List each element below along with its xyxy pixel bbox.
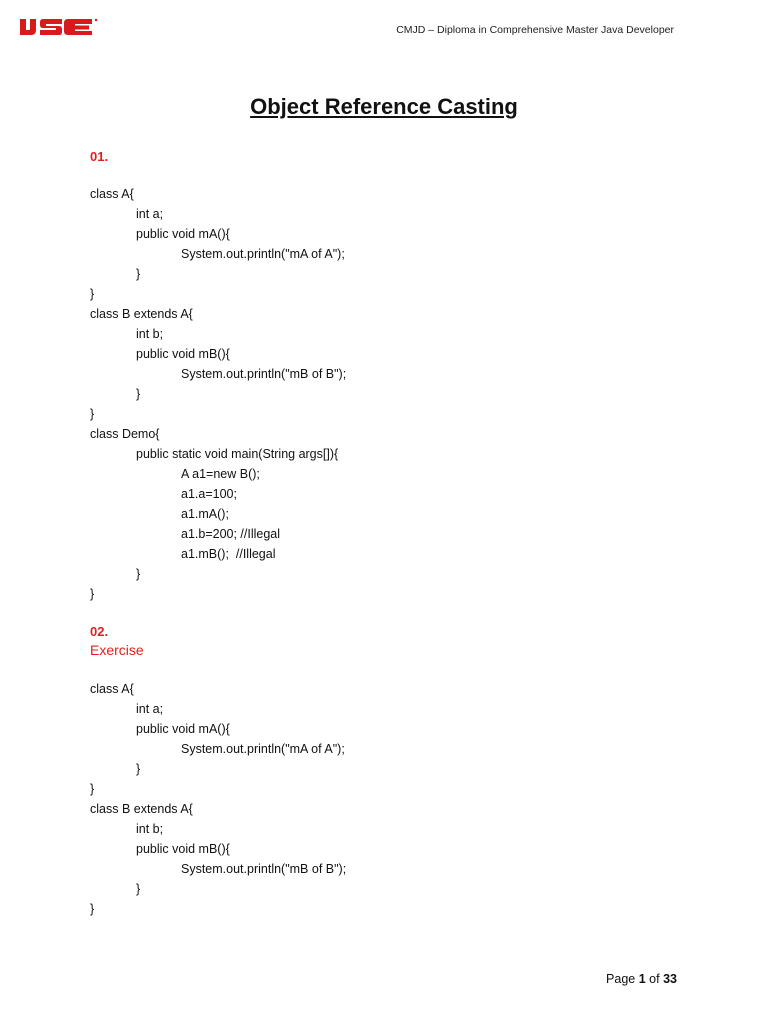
code-line: } [90, 407, 95, 421]
code-line: } [90, 587, 95, 601]
code-line: int a; [136, 207, 164, 221]
code-line: class B extends A{ [90, 307, 193, 321]
code-line: System.out.println("mA of A"); [181, 742, 345, 756]
code-line: a1.mB(); //Illegal [181, 547, 276, 561]
code-block [90, 679, 346, 919]
code-line: public void mB(){ [136, 347, 230, 361]
page-number [606, 972, 677, 986]
code-line: a1.a=100; [181, 487, 237, 501]
code-line: class B extends A{ [90, 802, 193, 816]
page-current: 1 [638, 972, 646, 986]
code-line: } [90, 902, 95, 916]
page-prefix: Page [606, 972, 636, 986]
code-line: int a; [136, 702, 164, 716]
page-of: of [649, 972, 660, 986]
page-title: Object Reference Casting [250, 94, 518, 119]
code-line: } [136, 882, 141, 896]
code-line: } [90, 287, 95, 301]
code-line: public void mB(){ [136, 842, 230, 856]
code-line: a1.mA(); [181, 507, 229, 521]
code-line: } [90, 782, 95, 796]
code-line: a1.b=200; //Illegal [181, 527, 281, 541]
code-line: int b; [136, 822, 164, 836]
code-line: System.out.println("mA of A"); [181, 247, 345, 261]
page-total: 33 [663, 972, 677, 986]
code-line: System.out.println("mB of B"); [181, 367, 347, 381]
code-block [90, 184, 346, 604]
code-line: } [136, 387, 141, 401]
code-line: public void mA(){ [136, 722, 230, 736]
code-line: int b; [136, 327, 164, 341]
code-line: System.out.println("mB of B"); [181, 862, 347, 876]
code-line: class A{ [90, 682, 134, 696]
code-line: } [136, 567, 141, 581]
code-line: class Demo{ [90, 427, 160, 441]
code-line: } [136, 762, 141, 776]
section-number: 01. [90, 149, 109, 164]
course-title: CMJD – Diploma in Comprehensive Master Java Developer [396, 24, 674, 36]
code-line: } [136, 267, 141, 281]
code-line: public void mA(){ [136, 227, 230, 241]
code-line: class A{ [90, 187, 134, 201]
section-subtitle: Exercise [90, 642, 144, 658]
section-number: 02. [90, 624, 109, 639]
ijse-logo [20, 17, 120, 39]
code-line: public static void main(String args[]){ [136, 447, 339, 461]
code-line: A a1=new B(); [181, 467, 260, 481]
ijse-logo-mark [20, 17, 120, 39]
